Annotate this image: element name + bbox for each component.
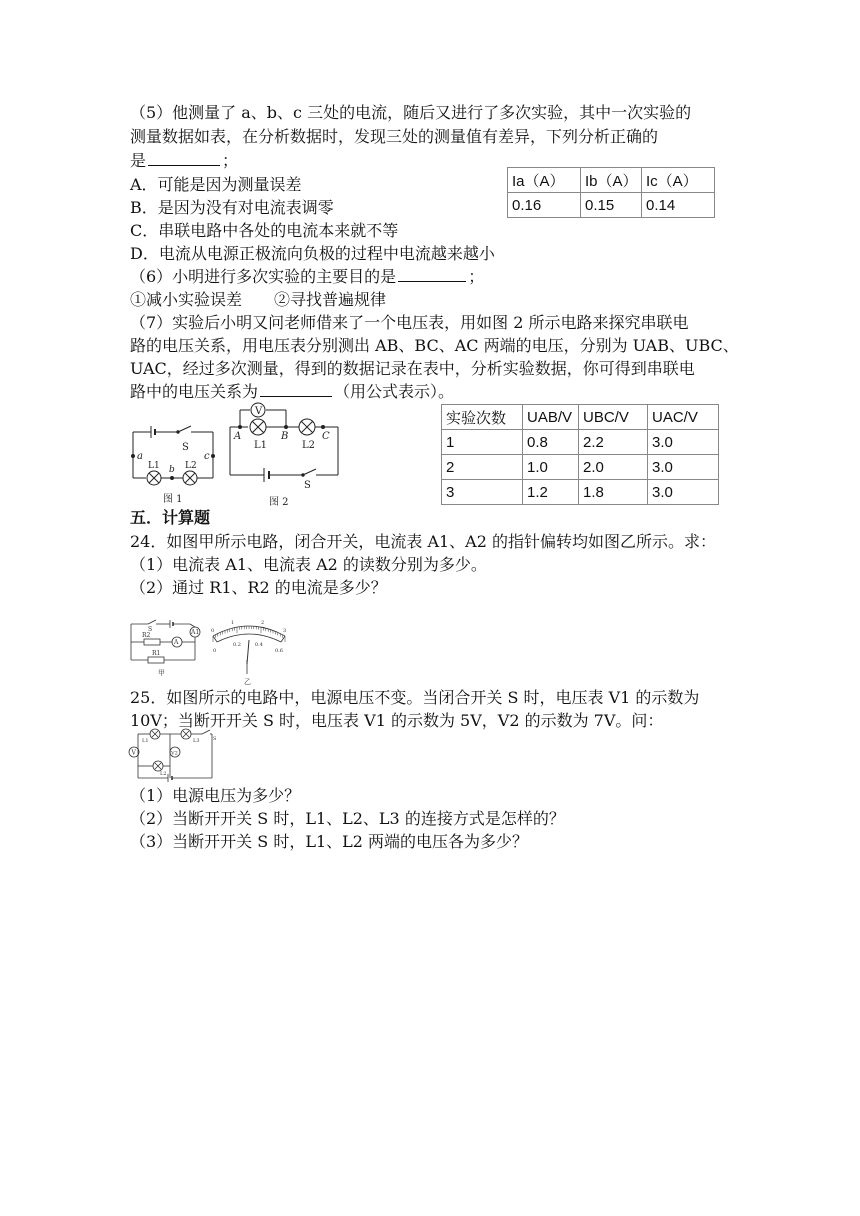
q25-label-l1: L1 bbox=[142, 738, 149, 744]
table-row bbox=[442, 405, 719, 430]
q5-line-2: 测量数据如表，在分析数据时，发现三处的测量值有差异，下列分析正确的 bbox=[130, 127, 659, 146]
q25-label-s: S bbox=[213, 736, 217, 742]
table-header: 实验次数 bbox=[442, 405, 523, 430]
table-header: UAB/V bbox=[523, 405, 579, 430]
q7-line-4: 路中的电压关系为 （用公式表示）。 bbox=[130, 382, 455, 401]
q25-label-v1: V bbox=[131, 749, 136, 757]
table-row bbox=[442, 455, 719, 480]
table-cell: 0.16 bbox=[508, 193, 581, 218]
table-row bbox=[508, 193, 715, 218]
fig2-label-b: B bbox=[281, 431, 289, 442]
q25-line-3: （1）电源电压为多少？ bbox=[130, 786, 301, 805]
table-row bbox=[442, 430, 719, 455]
fig2-label-s: S bbox=[304, 480, 311, 491]
q7-line-2: 路的电压关系，用电压表分别测出 AB、BC、AC 两端的电压，分别为 UAB、UBC、 bbox=[130, 336, 739, 355]
q24-label-r1: R1 bbox=[152, 650, 161, 657]
table-cell: 2 bbox=[442, 455, 523, 480]
fig1-label-c: c bbox=[204, 451, 210, 462]
q25-label-l2: L2 bbox=[160, 771, 167, 777]
figure-2-circuit bbox=[226, 398, 344, 508]
q7-answer-blank[interactable] bbox=[260, 382, 332, 397]
table-cell: 3 bbox=[442, 480, 523, 505]
fig2-caption: 图 2 bbox=[269, 497, 289, 508]
fig1-label-s: S bbox=[182, 442, 189, 453]
q25-line-4: （2）当断开开关 S 时，L1、L2、L3 的连接方式是怎样的？ bbox=[130, 809, 565, 828]
dial-tick-label: 3 bbox=[283, 628, 287, 634]
dial-tick-label: 0.6 bbox=[275, 648, 283, 654]
fig2-voltmeter-label: V bbox=[255, 406, 263, 417]
q6-line-1: （6）小明进行多次实验的主要目的是 ； bbox=[130, 267, 485, 286]
fig2-label-l2: L2 bbox=[302, 440, 316, 451]
q5-option-c: C．串联电路中各处的电流本来就不等 bbox=[130, 221, 399, 240]
q24-line-2: （1）电流表 A1、电流表 A2 的读数分别为多少。 bbox=[130, 555, 487, 574]
fig1-label-l1: L1 bbox=[148, 461, 160, 471]
q5-answer-blank[interactable] bbox=[148, 151, 220, 166]
fig1-caption: 图 1 bbox=[163, 494, 183, 505]
table-cell: 1.8 bbox=[579, 480, 648, 505]
table-cell: 3.0 bbox=[648, 430, 719, 455]
q24-label-a1: A1 bbox=[191, 629, 200, 636]
q7-line-1: （7）实验后小明又问老师借来了一个电压表，用如图 2 所示电路来探究串联电 bbox=[130, 313, 689, 332]
q24-label-a: A bbox=[174, 639, 179, 646]
q5-line-3: 是 ； bbox=[130, 151, 239, 170]
q25-line-1: 25．如图所示的电路中，电源电压不变。当闭合开关 S 时，电压表 V1 的示数为 bbox=[130, 688, 700, 707]
q24-figure-jia-circuit bbox=[128, 618, 208, 678]
figure-1-circuit bbox=[125, 420, 220, 506]
q24-figure-yi-ammeter-dial bbox=[207, 616, 291, 686]
current-table bbox=[507, 167, 715, 218]
q5-line-1: （5）他测量了 a、b、c 三处的电流，随后又进行了多次实验，其中一次实验的 bbox=[130, 103, 692, 122]
fig1-label-b: b bbox=[169, 465, 175, 475]
table-cell: 2.0 bbox=[579, 455, 648, 480]
table-cell: 0.15 bbox=[581, 193, 642, 218]
q25-line-5: （3）当断开开关 S 时，L1、L2 两端的电压各为多少？ bbox=[130, 832, 529, 851]
table-cell: 3.0 bbox=[648, 455, 719, 480]
table-cell: 2.2 bbox=[579, 430, 648, 455]
q25-line-2: 10V；当断开开关 S 时，电压表 V1 的示数为 5V，V2 的示数为 7V。问： bbox=[130, 711, 664, 730]
dial-tick-label: 0.4 bbox=[255, 642, 263, 648]
fig2-label-l1: L1 bbox=[254, 440, 268, 451]
table-header: Ia（A） bbox=[508, 168, 581, 193]
table-cell: 1.0 bbox=[523, 455, 579, 480]
table-cell: 0.14 bbox=[642, 193, 715, 218]
table-header: Ic（A） bbox=[642, 168, 715, 193]
dial-tick-label: 2 bbox=[261, 620, 265, 626]
dial-tick-label: 0.2 bbox=[233, 642, 241, 648]
q6-answer-blank[interactable] bbox=[398, 267, 466, 282]
fig1-label-l2: L2 bbox=[185, 461, 197, 471]
dial-tick-label: 0 bbox=[211, 628, 215, 634]
table-cell: 1.2 bbox=[523, 480, 579, 505]
q24-line-3: （2）通过 R1、R2 的电流是多少？ bbox=[130, 578, 387, 597]
table-row bbox=[508, 168, 715, 193]
q5-option-d: D．电流从电源正极流向负极的过程中电流越来越小 bbox=[130, 244, 495, 263]
q24-label-yi: 乙 bbox=[244, 678, 251, 686]
dial-tick-label: 1 bbox=[231, 620, 235, 626]
fig1-label-a: a bbox=[137, 451, 143, 462]
q24-label-r2: R2 bbox=[142, 632, 151, 639]
table-header: Ib（A） bbox=[581, 168, 642, 193]
q25-circuit bbox=[128, 728, 218, 782]
table-cell: 3.0 bbox=[648, 480, 719, 505]
q25-label-v2: V2 bbox=[171, 750, 178, 757]
table-header: UAC/V bbox=[648, 405, 719, 430]
q24-line-1: 24．如图甲所示电路，闭合开关，电流表 A1、A2 的指针偏转均如图乙所示。求： bbox=[130, 532, 717, 551]
table-cell: 0.8 bbox=[523, 430, 579, 455]
q5-option-a: A．可能是因为测量误差 bbox=[130, 175, 302, 194]
fig2-label-a: A bbox=[234, 431, 242, 442]
q24-label-jia: 甲 bbox=[158, 669, 165, 677]
section-title: 五．计算题 bbox=[130, 508, 211, 527]
fig2-label-c: C bbox=[322, 431, 330, 442]
table-row bbox=[442, 480, 719, 505]
q25-label-l3: L3 bbox=[193, 738, 200, 744]
dial-tick-label: 0 bbox=[213, 648, 217, 654]
table-header: UBC/V bbox=[579, 405, 648, 430]
q24-label-s: S bbox=[148, 626, 153, 633]
q7-line-3: UAC，经过多次测量，得到的数据记录在表中，分析实验数据，你可得到串联电 bbox=[130, 359, 695, 378]
q5-option-b: B．是因为没有对电流表调零 bbox=[130, 198, 334, 217]
table-cell: 1 bbox=[442, 430, 523, 455]
voltage-table bbox=[441, 404, 719, 505]
q6-line-2: ①减小实验误差 ②寻找普遍规律 bbox=[130, 290, 387, 309]
